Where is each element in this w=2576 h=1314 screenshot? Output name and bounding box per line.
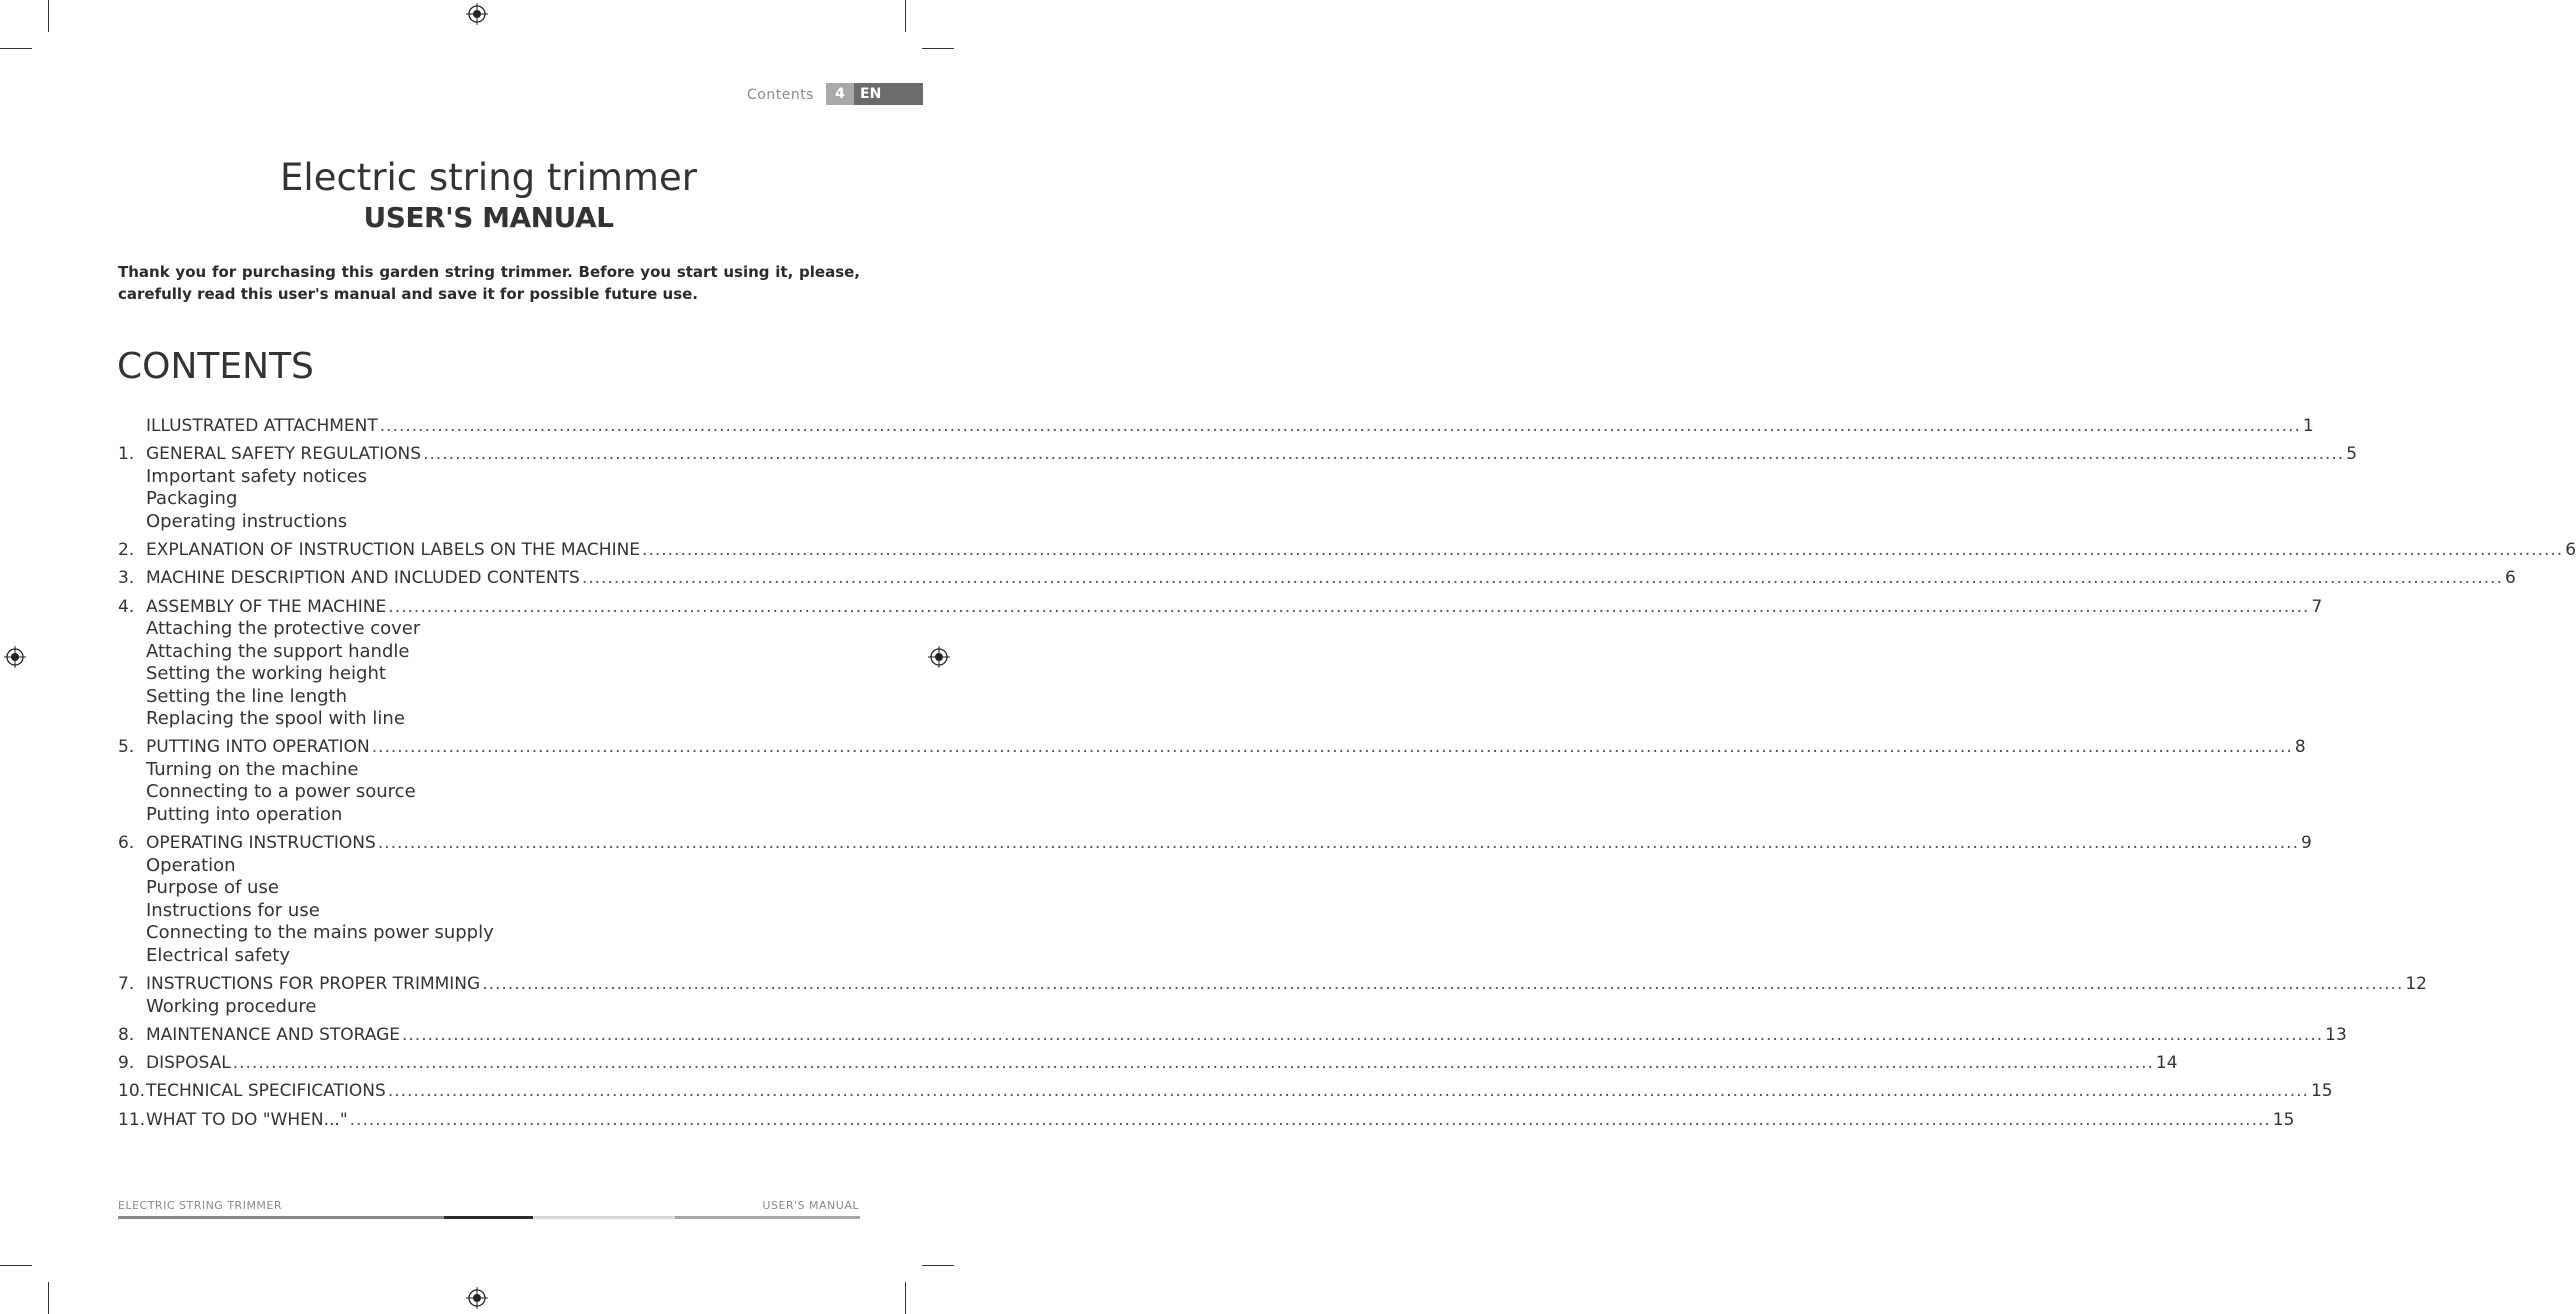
toc-subentry: Attaching the protective cover bbox=[146, 618, 421, 640]
toc-entry bbox=[118, 832, 2312, 855]
header-section-label: Contents bbox=[747, 87, 814, 103]
footer-bar-segment bbox=[533, 1216, 675, 1219]
crop-mark-bottom-left-h bbox=[0, 1265, 32, 1266]
toc-entry-page: 6 bbox=[2565, 540, 2576, 561]
table-of-contents bbox=[118, 415, 2576, 1131]
toc-entry-page: 12 bbox=[2405, 974, 2427, 995]
toc-subentry: Purpose of use bbox=[146, 877, 279, 899]
toc-subentry: Working procedure bbox=[146, 995, 317, 1017]
footer-bar-segment bbox=[675, 1216, 860, 1219]
toc-entry-number: 7. bbox=[118, 974, 135, 995]
registration-mark-icon bbox=[4, 646, 26, 668]
toc-entry bbox=[118, 1109, 2295, 1132]
toc-subentry: Connecting to a power source bbox=[146, 781, 416, 803]
document-title: Electric string trimmer bbox=[280, 156, 697, 199]
page-number-badge: 4 bbox=[826, 83, 854, 105]
toc-entry bbox=[118, 973, 2427, 996]
contents-heading: CONTENTS bbox=[117, 346, 314, 387]
toc-entry bbox=[118, 567, 2516, 590]
toc-subentry: Putting into operation bbox=[146, 803, 343, 825]
registration-mark-icon bbox=[466, 1287, 488, 1309]
toc-subentry: Important safety notices bbox=[146, 465, 368, 487]
toc-dot-leader: ............................................................................................................................................................................................................................................................................................................ bbox=[387, 1081, 2309, 1102]
toc-entry-title: MACHINE DESCRIPTION AND INCLUDED CONTENTS bbox=[146, 568, 580, 589]
toc-entry-page: 1 bbox=[2302, 416, 2314, 436]
toc-subentry: Replacing the spool with line bbox=[146, 708, 405, 730]
toc-dot-leader: ............................................................................................................................................................................................................................................................................................................ bbox=[349, 1109, 2271, 1130]
toc-entry-title: DISPOSAL bbox=[146, 1053, 231, 1074]
crop-mark-top-right-h bbox=[922, 48, 954, 49]
toc-dot-leader: ............................................................................................................................................................................................................................................................................................................ bbox=[642, 540, 2564, 561]
toc-entry-title: ILLUSTRATED ATTACHMENT bbox=[146, 416, 378, 436]
toc-entry-page: 7 bbox=[2311, 596, 2323, 617]
toc-entry bbox=[118, 443, 2358, 466]
toc-entry-title: TECHNICAL SPECIFICATIONS bbox=[146, 1081, 386, 1102]
crop-mark-top-right-v bbox=[905, 0, 906, 32]
toc-entry-page: 8 bbox=[2294, 737, 2306, 758]
toc-dot-leader: ............................................................................................................................................................................................................................................................................................................ bbox=[482, 974, 2404, 995]
toc-dot-leader: ............................................................................................................................................................................................................................................................................................................ bbox=[423, 444, 2345, 465]
crop-mark-top-left-h bbox=[0, 48, 32, 49]
toc-dot-leader: ............................................................................................................................................................................................................................................................................................................ bbox=[402, 1024, 2324, 1045]
toc-dot-leader: ............................................................................................................................................................................................................................................................................................................ bbox=[581, 568, 2503, 589]
toc-subentry: Turning on the machine bbox=[146, 758, 359, 780]
toc-subentry: Operation bbox=[146, 854, 236, 876]
crop-mark-bottom-right-v bbox=[905, 1282, 906, 1314]
toc-entry-title: OPERATING INSTRUCTIONS bbox=[146, 833, 376, 854]
intro-paragraph: Thank you for purchasing this garden string trimmer. Before you start using it, please, carefully read this user's manual and save it for possible future use. bbox=[118, 263, 860, 303]
footer-bar-segment bbox=[444, 1216, 533, 1219]
toc-entry bbox=[118, 1024, 2347, 1047]
toc-entry-page: 5 bbox=[2346, 444, 2358, 465]
toc-dot-leader: ............................................................................................................................................................................................................................................................................................................ bbox=[388, 596, 2310, 617]
document-subtitle: USER'S MANUAL bbox=[363, 201, 614, 234]
footer-bar-segment bbox=[118, 1216, 444, 1219]
toc-entry-page: 15 bbox=[2272, 1109, 2295, 1130]
toc-entry-title: PUTTING INTO OPERATION bbox=[146, 737, 370, 758]
toc-dot-leader: ............................................................................................................................................................................................................................................................................................................ bbox=[371, 737, 2293, 758]
toc-dot-leader: ............................................................................................................................................................................................................................................................................................................ bbox=[232, 1053, 2154, 1074]
registration-mark-icon bbox=[466, 3, 488, 25]
toc-entry-number: 11. bbox=[118, 1109, 146, 1130]
toc-entry-page: 9 bbox=[2300, 833, 2312, 854]
toc-entry-page: 13 bbox=[2325, 1024, 2347, 1045]
toc-entry-title: GENERAL SAFETY REGULATIONS bbox=[146, 444, 422, 465]
toc-entry-number: 2. bbox=[118, 540, 135, 561]
toc-entry-title: EXPLANATION OF INSTRUCTION LABELS ON THE MACHINE bbox=[146, 540, 641, 561]
toc-entry-title: WHAT TO DO "WHEN..." bbox=[146, 1109, 348, 1130]
toc-entry-number: 5. bbox=[118, 737, 135, 758]
toc-entry bbox=[118, 1080, 2333, 1103]
crop-mark-bottom-left-v bbox=[48, 1282, 49, 1314]
toc-dot-leader: ............................................................................................................................................................................................................................................................................................................ bbox=[379, 416, 2301, 436]
toc-entry bbox=[118, 736, 2306, 759]
toc-entry bbox=[118, 596, 2323, 619]
toc-entry-number: 3. bbox=[118, 568, 135, 589]
crop-mark-top-left-v bbox=[48, 0, 49, 32]
toc-subentry: Packaging bbox=[146, 488, 238, 510]
toc-entry-title: INSTRUCTIONS FOR PROPER TRIMMING bbox=[146, 974, 481, 995]
toc-entry-number: 8. bbox=[118, 1024, 135, 1045]
toc-entry-page: 6 bbox=[2504, 568, 2516, 589]
toc-entry-page: 14 bbox=[2155, 1053, 2178, 1074]
toc-subentry: Setting the line length bbox=[146, 685, 348, 707]
toc-subentry: Instructions for use bbox=[146, 899, 320, 921]
toc-subentry: Attaching the support handle bbox=[146, 640, 410, 662]
toc-dot-leader: ............................................................................................................................................................................................................................................................................................................ bbox=[377, 833, 2299, 854]
language-badge: EN bbox=[854, 83, 923, 105]
crop-mark-bottom-right-h bbox=[922, 1265, 954, 1266]
toc-entry-title: MAINTENANCE AND STORAGE bbox=[146, 1024, 400, 1045]
toc-subentry: Electrical safety bbox=[146, 944, 290, 966]
toc-subentry: Setting the working height bbox=[146, 663, 386, 685]
toc-entry bbox=[118, 1052, 2178, 1075]
toc-entry-number: 4. bbox=[118, 596, 135, 617]
footer-document-type: USER'S MANUAL bbox=[762, 1199, 859, 1212]
footer-product-name: ELECTRIC STRING TRIMMER bbox=[118, 1199, 283, 1212]
toc-entry-title: ASSEMBLY OF THE MACHINE bbox=[146, 596, 387, 617]
toc-entry-number: 1. bbox=[118, 444, 135, 465]
toc-entry-number: 9. bbox=[118, 1053, 135, 1074]
toc-entry bbox=[118, 415, 2314, 438]
toc-entry-number: 6. bbox=[118, 833, 135, 854]
registration-mark-icon bbox=[928, 646, 950, 668]
toc-subentry: Operating instructions bbox=[146, 510, 348, 532]
toc-entry-number: 10. bbox=[118, 1081, 146, 1102]
toc-entry-page: 15 bbox=[2310, 1081, 2333, 1102]
toc-entry bbox=[118, 539, 2576, 562]
toc-subentry: Connecting to the mains power supply bbox=[146, 922, 494, 944]
